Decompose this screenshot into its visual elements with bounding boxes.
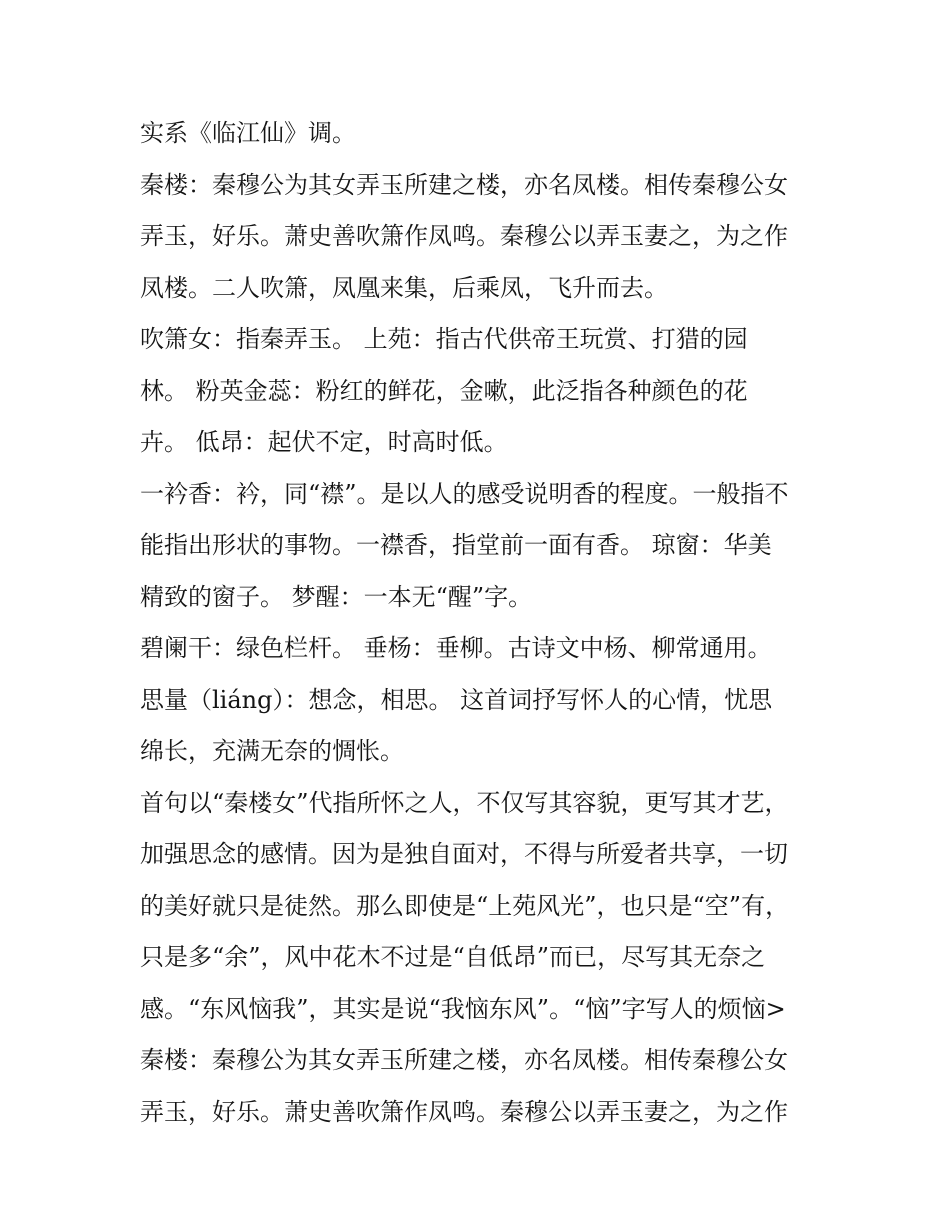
text-line: 碧阑干：绿色栏杆。 垂杨：垂柳。古诗文中杨、柳常通用。 [140,634,772,662]
text-line: 吹箫女：指秦弄玉。 上苑：指古代供帝王玩赏、打猎的园 [140,325,748,353]
text-line: 的美好就只是徒然。那么即使是“上苑风光”，也只是“空”有， [140,891,790,920]
text-line: 能指出形状的事物。一襟香，指堂前一面有香。 琼窗：华美 [140,531,772,559]
text-line: 卉。 低昂：起伏不定，时高时低。 [140,428,508,456]
text-line: 弄玉，好乐。萧史善吹箫作凤鸣。秦穆公以弄玉妻之，为之作 [140,222,788,250]
document-body [140,108,820,1138]
text-line: 精致的窗子。 梦醒：一本无“醒”字。 [140,582,533,611]
text-line: 实系《临江仙》调。 [140,119,356,147]
text-line: 弄玉，好乐。萧史善吹箫作凤鸣。秦穆公以弄玉妻之，为之作 [140,1097,788,1126]
text-line: 加强思念的感情。因为是独自面对，不得与所爱者共享，一切 [140,840,788,868]
text-line: 凤楼。二人吹箫，凤凰来集，后乘凤，飞升而去。 [140,273,668,302]
text-line: 林。 粉英金蕊：粉红的鲜花，金嗽，此泛指各种颜色的花 [140,376,748,405]
text-line: 秦楼：秦穆公为其女弄玉所建之楼，亦名凤楼。相传秦穆公女 [140,1046,788,1074]
text-line: 一衿香：衿，同“襟”。是以人的感受说明香的程度。一般指不 [140,479,789,508]
text-line: 秦楼：秦穆公为其女弄玉所建之楼，亦名凤楼。相传秦穆公女 [140,170,788,199]
text-line: 只是多“余”，风中花木不过是“自低昂”而已，尽写其无奈之 [140,943,766,971]
text-line: 思量（liáng）：想念，相思。 这首词抒写怀人的心情，忧思 [140,685,773,714]
text-line: 绵长，充满无奈的惆怅。 [140,737,404,765]
text-line: 感。“东风恼我”，其实是说“我恼东风”。“恼”字写人的烦恼> [140,994,786,1023]
text-line: 首句以“秦楼女”代指所怀之人，不仅写其容貌，更写其才艺， [140,788,789,817]
